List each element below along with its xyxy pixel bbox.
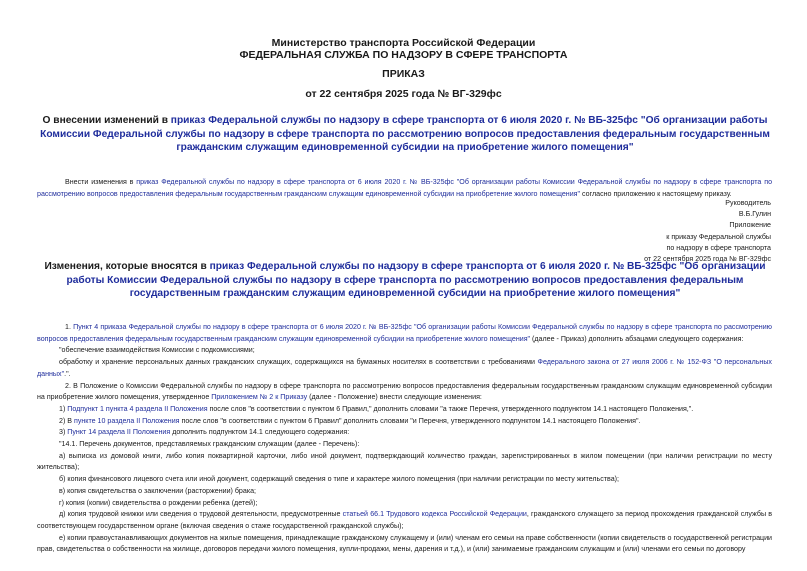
subclause-1-link[interactable]: Подпункт 1 пункта 4 раздела II Положения <box>67 404 208 413</box>
appendix-label: Приложение <box>729 221 771 230</box>
signature-block <box>644 198 771 265</box>
clause-text: после слов "в соответствии с пунктом 6 Правил," дополнить словами "а также Перечня, утвержденного подпунктом 14.1 настоящего Положения,". <box>207 404 694 413</box>
clause-text: д) копия трудовой книжки или сведения о трудовой деятельности, предусмотренные <box>59 510 343 519</box>
appendix-ref-line1: к приказу Федеральной службы <box>666 232 771 241</box>
signatory-name: В.Б.Гулин <box>738 210 771 219</box>
clause-text: (далее - Положение) внести следующие изменения: <box>307 393 482 402</box>
clause-14-1: "14.1. Перечень документов, представляемых гражданским служащим (далее - Перечень): <box>59 440 360 449</box>
law-152-link[interactable]: Федерального закона от 27 июля 2006 г. № 152-ФЗ "О персональных данных" <box>37 358 772 378</box>
annex-title-link[interactable]: приказ Федеральной службы по надзору в сфере транспорта от 6 июля 2020 г. № ВБ-325фс "Об организации работы Комиссии Федеральной службы по надзору в сфере транспорта по рассмотрению вопросов предоставления федеральным государственным гражданским служащим единовременной субсидии на приобретение жилого помещения" <box>66 261 766 299</box>
appendix-2-link[interactable]: Приложением № 2 к Приказу <box>211 393 308 402</box>
clause-2-2 <box>37 416 772 428</box>
clause-2-3 <box>37 427 772 439</box>
clause-2-1 <box>37 404 772 416</box>
item-d <box>37 509 772 532</box>
clause-number: 1) <box>59 404 68 413</box>
clause-text: (далее - Приказ) дополнить абзацами следующего содержания: <box>530 334 744 343</box>
clause-number: 3) <box>59 428 68 437</box>
clause-1 <box>37 322 772 345</box>
item-b: б) копия финансового лицевого счета или иной документ, содержащий сведения о типе и характере жилого помещения (при наличии регистрации по месту жительства); <box>59 475 619 484</box>
document-date-number: от 22 сентября 2025 года № ВГ-329фс <box>305 88 502 100</box>
clause-number: 1. <box>65 323 74 331</box>
document-title-prefix: О внесении изменений в <box>42 115 171 126</box>
intro-paragraph <box>37 177 772 200</box>
document-title-link[interactable]: приказ Федеральной службы по надзору в сфере транспорта от 6 июля 2020 г. № ВБ-325фс "Об организации работы Комиссии Федеральной службы по надзору в сфере транспорта по рассмотрению вопросов предоставления федеральным государственным гражданским служащим единовременной субсидии на приобретение жилого помещения" <box>40 115 770 153</box>
appendix-ref-line2: по надзору в сфере транспорта <box>666 243 771 252</box>
annex-title-prefix: Изменения, которые вносятся в <box>44 261 210 272</box>
clause-text: 2. В Положение о Комиссии Федеральной службы по надзору в сфере транспорта по рассмотрению вопросов предоставления федеральным государственным гражданским служащим единовременной субсидии на приобретение жилого помещения, утвержденное <box>37 381 772 402</box>
item-a: а) выписка из домовой книги, либо копия поквартирной карточки, либо иной документ, подтверждающий количество граждан, зарегистрированных в жилом помещении (при наличии регистрации по месту жительства); <box>37 451 772 472</box>
signatory-position: Руководитель <box>725 199 771 207</box>
service-name: ФЕДЕРАЛЬНАЯ СЛУЖБА ПО НАДЗОРУ В СФЕРЕ ТРАНСПОРТА <box>239 49 568 61</box>
clause-1-link[interactable]: Пункт 4 приказа Федеральной службы по надзору в сфере транспорта от 6 июля 2020 г. № ВБ-325фс "Об организации работы Комиссии Федеральной службы по надзору в сфере транспорта по рассмотрению вопросов предоставления федеральным государственным гражданским служащим единовременной субсидии на приобретение жилого помещения" <box>37 323 772 343</box>
clause-text: .". <box>64 369 71 378</box>
item-g: г) копия (копии) свидетельства о рождении ребенка (детей); <box>59 498 258 507</box>
item-v: в) копия свидетельства о заключении (расторжении) брака; <box>59 486 256 495</box>
clause-1-addition-b <box>37 357 772 380</box>
clause-text: дополнить подпунктом 14.1 следующего содержания: <box>170 428 350 437</box>
intro-suffix: согласно приложению к настоящему приказу. <box>580 189 732 198</box>
annex-title <box>40 260 770 301</box>
clause-text: , гражданского служащего за период прохождения гражданской службы в соответствующем государственном органе (включая сведения о стаже государственной гражданской службы); <box>37 510 772 530</box>
point-14-link[interactable]: Пункт 14 раздела II Положения <box>67 428 171 437</box>
clause-1-addition-a: "обеспечение взаимодействия Комиссии с подкомиссиями; <box>59 346 255 355</box>
item-e: е) копии правоустанавливающих документов на жилые помещения, принадлежащие гражданскому служащему и (или) членам его семьи на праве собственности (копии свидетельств о государственной регистрации прав, свидетельства о собственности на жилище, договоров передачи жилого помещения, купли-продажи, мены, дарения и т.д.), и (или) занимаемые гражданским служащим и (или) членами его семьи по договору <box>37 533 772 554</box>
intro-order-link[interactable]: приказ Федеральной службы по надзору в сфере транспорта от 6 июля 2020 г. № ВБ-325фс "Об организации работы Комиссии Федеральной службы по надзору в сфере транспорта по рассмотрению вопросов предоставления федеральным государственным гражданским служащим единовременной субсидии на приобретение жилого помещения" <box>37 178 773 198</box>
labor-code-link[interactable]: статьей 66.1 Трудового кодекса Российской Федерации <box>342 510 527 519</box>
clause-text: после слов "в соответствии с пунктом 6 Правил" дополнить словами "и Перечня, утвержденного подпунктом 14.1 настоящего Положения". <box>179 416 641 425</box>
ministry-name: Министерство транспорта Российской Федерации <box>271 37 536 49</box>
clause-text: обработку и хранение персональных данных гражданских служащих, содержащихся на бумажных носителях в соответствии с требованиями <box>59 358 538 367</box>
clause-text: 2) В <box>59 416 74 425</box>
document-title <box>40 114 770 155</box>
point-10-link[interactable]: пункте 10 раздела II Положения <box>73 416 180 425</box>
clause-2 <box>37 381 772 404</box>
annex-body <box>37 322 772 556</box>
intro-prefix: Внести изменения в <box>65 178 137 186</box>
appendix-ref-line3: от 22 сентября 2025 года № ВГ-329фс <box>644 255 771 264</box>
document-type: ПРИКАЗ <box>382 68 425 80</box>
